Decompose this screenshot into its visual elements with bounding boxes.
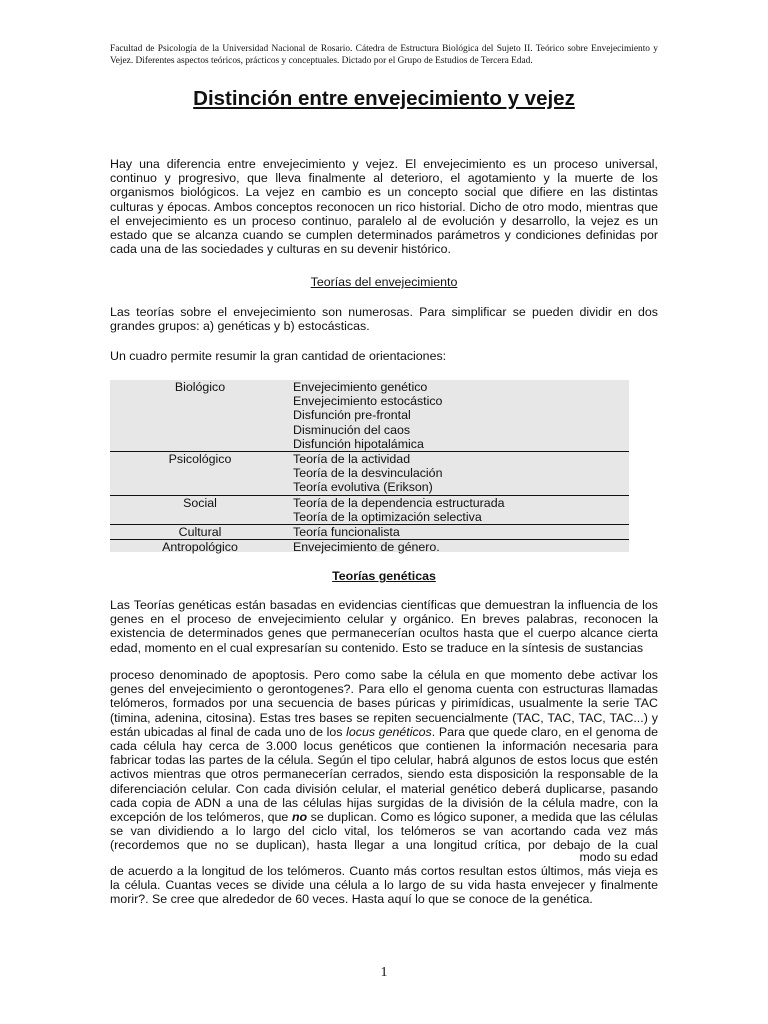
table-theory-cell: Teoría de la optimización selectiva [290, 510, 629, 525]
table-row [110, 452, 629, 467]
no-emphasis: no [291, 810, 308, 825]
table-theory-cell: Disfunción pre-frontal [293, 408, 411, 423]
table-row [110, 423, 629, 437]
table-category-cell [110, 437, 290, 452]
table-row [110, 466, 629, 480]
orientations-table-grid [110, 380, 629, 554]
table-theory-cell: Envejecimiento estocástico [293, 394, 443, 409]
paragraph-2-part-a: proceso denominado de apoptosis. Pero como sabe la célula en que momento debe activar los genes del envejecimiento o gerontogenes?. Para ello el genoma cuenta con estructuras llamadas telómeros, formados por una secuencia de bases púricas y pirimídicas, usualmente la serie TAC (timina, adenina, citosina). Estas tres bases se repiten secuencialmente (TAC, TAC, TAC, TAC...) y están ubicadas al final de cada uno de los [110, 668, 658, 739]
paragraph-2-fragment: modo su edad [579, 850, 658, 864]
intro-paragraph: Hay una diferencia entre envejecimiento y vejez. El envejecimiento es un proceso universal, continuo y progresivo, que lleva finalmente al deterioro, el agotamiento y la muerte de los organismos biológicos. La vejez en cambio es un concepto social que difiere en las distintas culturas y épocas. Ambos conceptos reconocen un rico historial. Dicho de otro modo, mientras que el envejecimiento es un proceso continuo, paralelo al de evolución y desarrollo, la vejez es un estado que se alcanza cuando se cumplen determinados parámetros y condiciones definidas por cada una de las sociedades y culturas en su devenir histórico. [110, 157, 658, 257]
table-intro-paragraph: Un cuadro permite resumir la gran cantidad de orientaciones: [110, 349, 447, 363]
genetic-theories-paragraph-1: Las Teorías genéticas están basadas en evidencias científicas que demuestran la influencia de los genes en el proceso de envejecimiento celular y orgánico. En breves palabras, reconocen la existencia de determinados genes que permanecerían ocultos hasta que el cuerpo alcance cierta edad, momento en el cual expresarían su contenido. Esto se traduce en la síntesis de sustancias [110, 598, 658, 655]
table-theory-cell: Teoría evolutiva (Erikson) [290, 480, 629, 495]
table-theory-cell: Envejecimiento genético [293, 380, 428, 394]
table-theory-cell: Disfunción hipotalámica [290, 437, 629, 452]
table-category-cell [110, 394, 290, 408]
table-theory-cell: Teoría funcionalista [290, 525, 629, 540]
genetic-theories-paragraph-2 [110, 668, 658, 853]
table-category-cell: Biológico [174, 380, 226, 394]
table-category-cell: Social [183, 495, 217, 510]
section-heading-teorias-geneticas: Teorías genéticas [332, 569, 436, 583]
table-category-cell [110, 423, 290, 437]
table-row [110, 510, 629, 525]
table-category-cell: Psicológico [168, 452, 232, 467]
table-theory-cell: Teoría de la dependencia estructurada [293, 495, 505, 510]
table-row [110, 437, 629, 452]
table-category-cell [110, 466, 290, 480]
table-category-cell [110, 408, 290, 422]
table-theory-cell: Teoría de la actividad [293, 452, 411, 467]
locus-geneticos-term: locus genéticos [346, 724, 432, 739]
paragraph-2-part-c: se duplican. Como es lógico suponer, a medida que las células se van dividiendo a lo largo del ciclo vital, los telómeros se van acortando cada vez más (recordemos que no se duplican), hasta llegar a una longitud crítica, por debajo de la cual [110, 810, 658, 853]
page-header: Facultad de Psicología de la Universidad Nacional de Rosario. Cátedra de Estructura Biológica del Sujeto II. Teórico sobre Envejecimiento y Vejez. Diferentes aspectos teóricos, prácticos y conceptuales. Dictado por el Grupo de Estudios de Tercera Edad. [110, 44, 658, 67]
table-category-cell [110, 480, 290, 495]
genetic-theories-paragraph-3: de acuerdo a la longitud de los telómeros. Cuanto más cortos resultan estos últimos, más vieja es la célula. Cuantas veces se divide una célula a lo largo de su vida hasta envejecer y finalmente morir?. Se cree que alrededor de 60 veces. Hasta aquí lo que se conoce de la genética. [110, 864, 658, 907]
table-row [110, 394, 629, 408]
theories-intro-paragraph: Las teorías sobre el envejecimiento son numerosas. Para simplificar se pueden dividir en dos grandes grupos: a) genéticas y b) estocásticas. [110, 305, 658, 334]
table-row [110, 495, 629, 510]
table-category-cell: Cultural [110, 525, 290, 540]
page-number: 1 [380, 965, 388, 980]
table-row [110, 480, 629, 495]
table-row [110, 380, 629, 394]
table-theory-cell: Envejecimiento de género. [293, 540, 440, 555]
table-row [110, 525, 629, 540]
table-theory-cell: Disminución del caos [293, 422, 411, 437]
table-category-cell: Antropológico [162, 540, 238, 555]
table-category-cell [110, 510, 290, 525]
section-heading-teorias-envejecimiento: Teorías del envejecimiento [310, 275, 458, 289]
table-row [110, 540, 629, 555]
table-theory-cell: Teoría de la desvinculación [293, 466, 443, 481]
table-row [110, 408, 629, 422]
page-title: Distinción entre envejecimiento y vejez [193, 87, 575, 110]
paragraph-2-part-b: . Para que quede claro, en el genoma de cada célula hay cerca de 3.000 locus genéticos que contienen la información necesaria para fabricar todas las partes de la célula. Según el tipo celular, habrá algunos de estos locus que estén activos mientras que otros permanecerían cerrados, siendo esta disposición la responsable de la diferenciación celular. Con cada división celular, el material genético deberá duplicarse, pasando cada copia de ADN a una de las células hijas surgidas de la división de la célula madre, con la excepción de los telómeros, que [110, 724, 658, 825]
orientations-table [110, 380, 629, 555]
